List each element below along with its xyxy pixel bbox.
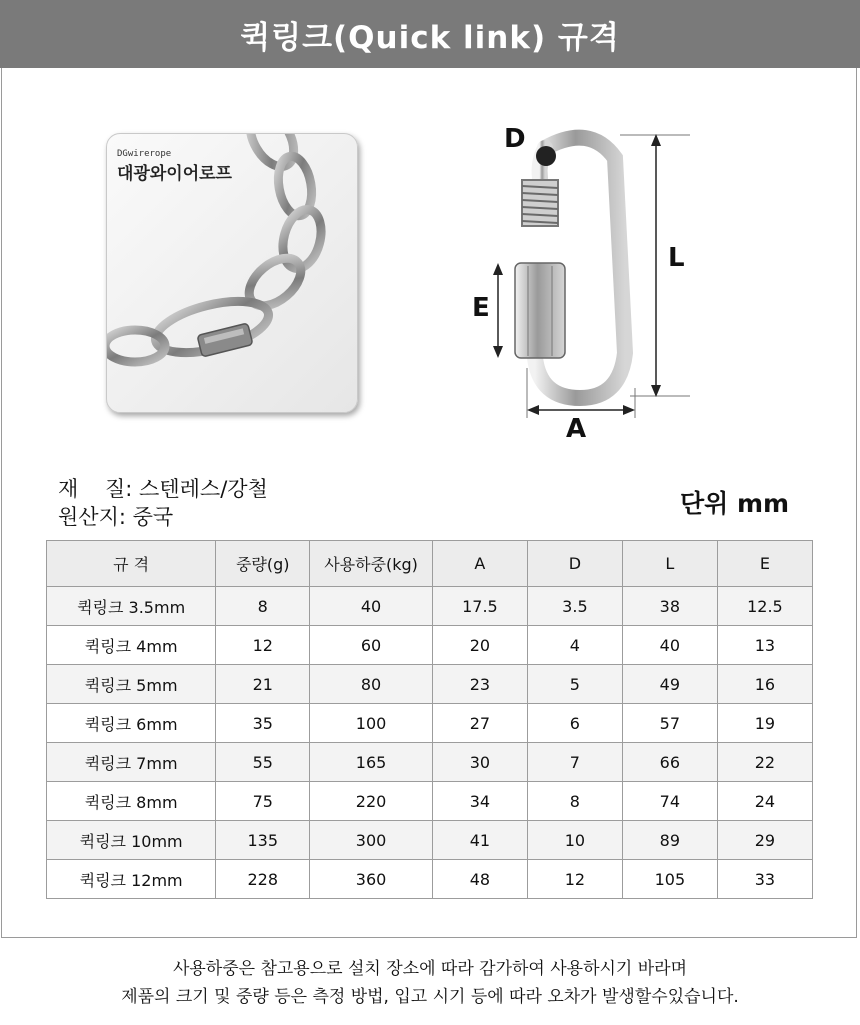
header-d: D	[527, 541, 622, 587]
cell-e: 33	[717, 860, 812, 899]
quick-link-diagram	[460, 118, 700, 448]
cell-d: 5	[527, 665, 622, 704]
footer-notice	[0, 955, 860, 1011]
cell-d: 3.5	[527, 587, 622, 626]
cell-d: 8	[527, 782, 622, 821]
material-line	[58, 473, 268, 503]
header-a: A	[432, 541, 527, 587]
table-header-row	[47, 541, 813, 587]
table-row	[47, 860, 813, 899]
cell-e: 12.5	[717, 587, 812, 626]
cell-load: 360	[310, 860, 433, 899]
cell-weight: 75	[216, 782, 310, 821]
material-label: 재 질:	[58, 477, 133, 501]
cell-weight: 228	[216, 860, 310, 899]
cell-weight: 35	[216, 704, 310, 743]
cell-e: 29	[717, 821, 812, 860]
dimension-diagram	[460, 118, 700, 452]
cell-spec: 퀵링크 7mm	[47, 743, 216, 782]
table-row	[47, 587, 813, 626]
label-e: E	[472, 293, 490, 323]
brand-en-text: DGwirerope	[117, 149, 172, 159]
cell-weight: 21	[216, 665, 310, 704]
cell-spec: 퀵링크 6mm	[47, 704, 216, 743]
cell-a: 17.5	[432, 587, 527, 626]
footer-line-2: 제품의 크기 및 중량 등은 측정 방법, 입고 시기 등에 따라 오차가 발생할수있습니다.	[121, 987, 739, 1007]
cell-l: 49	[622, 665, 717, 704]
header-spec: 규 격	[47, 541, 216, 587]
cell-l: 38	[622, 587, 717, 626]
product-photo	[106, 133, 358, 413]
cell-load: 220	[310, 782, 433, 821]
cell-l: 105	[622, 860, 717, 899]
cell-d: 4	[527, 626, 622, 665]
cell-a: 30	[432, 743, 527, 782]
cell-e: 19	[717, 704, 812, 743]
page-header	[0, 0, 860, 68]
cell-l: 66	[622, 743, 717, 782]
cell-d: 12	[527, 860, 622, 899]
label-a: A	[566, 414, 587, 444]
origin-label: 원산지:	[58, 505, 126, 529]
cell-load: 80	[310, 665, 433, 704]
table-row	[47, 782, 813, 821]
chain-illustration	[107, 134, 357, 412]
cell-l: 74	[622, 782, 717, 821]
cell-a: 20	[432, 626, 527, 665]
cell-a: 23	[432, 665, 527, 704]
cell-e: 24	[717, 782, 812, 821]
cell-spec: 퀵링크 4mm	[47, 626, 216, 665]
origin-line	[58, 501, 173, 531]
material-value: 스텐레스/강철	[139, 477, 268, 501]
table-row	[47, 704, 813, 743]
cell-d: 7	[527, 743, 622, 782]
cell-spec: 퀵링크 10mm	[47, 821, 216, 860]
header-l: L	[622, 541, 717, 587]
header-e: E	[717, 541, 812, 587]
cell-load: 300	[310, 821, 433, 860]
cell-a: 48	[432, 860, 527, 899]
cell-weight: 8	[216, 587, 310, 626]
label-d: D	[504, 124, 526, 154]
cell-load: 100	[310, 704, 433, 743]
cell-load: 165	[310, 743, 433, 782]
header-load: 사용하중(kg)	[310, 541, 433, 587]
table-row	[47, 743, 813, 782]
brand-kr-text: 대광와이어로프	[117, 164, 232, 184]
cell-l: 89	[622, 821, 717, 860]
cell-spec: 퀵링크 5mm	[47, 665, 216, 704]
cell-weight: 12	[216, 626, 310, 665]
cell-weight: 55	[216, 743, 310, 782]
cell-spec: 퀵링크 3.5mm	[47, 587, 216, 626]
cell-l: 40	[622, 626, 717, 665]
cell-a: 27	[432, 704, 527, 743]
unit-label: 단위 mm	[680, 489, 790, 518]
table-row	[47, 626, 813, 665]
origin-value: 중국	[132, 505, 174, 529]
cell-spec: 퀵링크 12mm	[47, 860, 216, 899]
table-row	[47, 665, 813, 704]
cell-d: 10	[527, 821, 622, 860]
spec-table	[46, 540, 813, 899]
cell-a: 41	[432, 821, 527, 860]
cell-a: 34	[432, 782, 527, 821]
cell-e: 16	[717, 665, 812, 704]
footer-line-1: 사용하중은 참고용으로 설치 장소에 따라 감가하여 사용하시기 바라며	[172, 959, 688, 979]
header-weight: 중량(g)	[216, 541, 310, 587]
cell-load: 40	[310, 587, 433, 626]
label-l: L	[668, 243, 685, 273]
cell-weight: 135	[216, 821, 310, 860]
page-title: 퀵링크(Quick link) 규격	[240, 19, 620, 56]
cell-d: 6	[527, 704, 622, 743]
cell-l: 57	[622, 704, 717, 743]
table-row	[47, 821, 813, 860]
cell-e: 13	[717, 626, 812, 665]
cell-spec: 퀵링크 8mm	[47, 782, 216, 821]
cell-load: 60	[310, 626, 433, 665]
cell-e: 22	[717, 743, 812, 782]
